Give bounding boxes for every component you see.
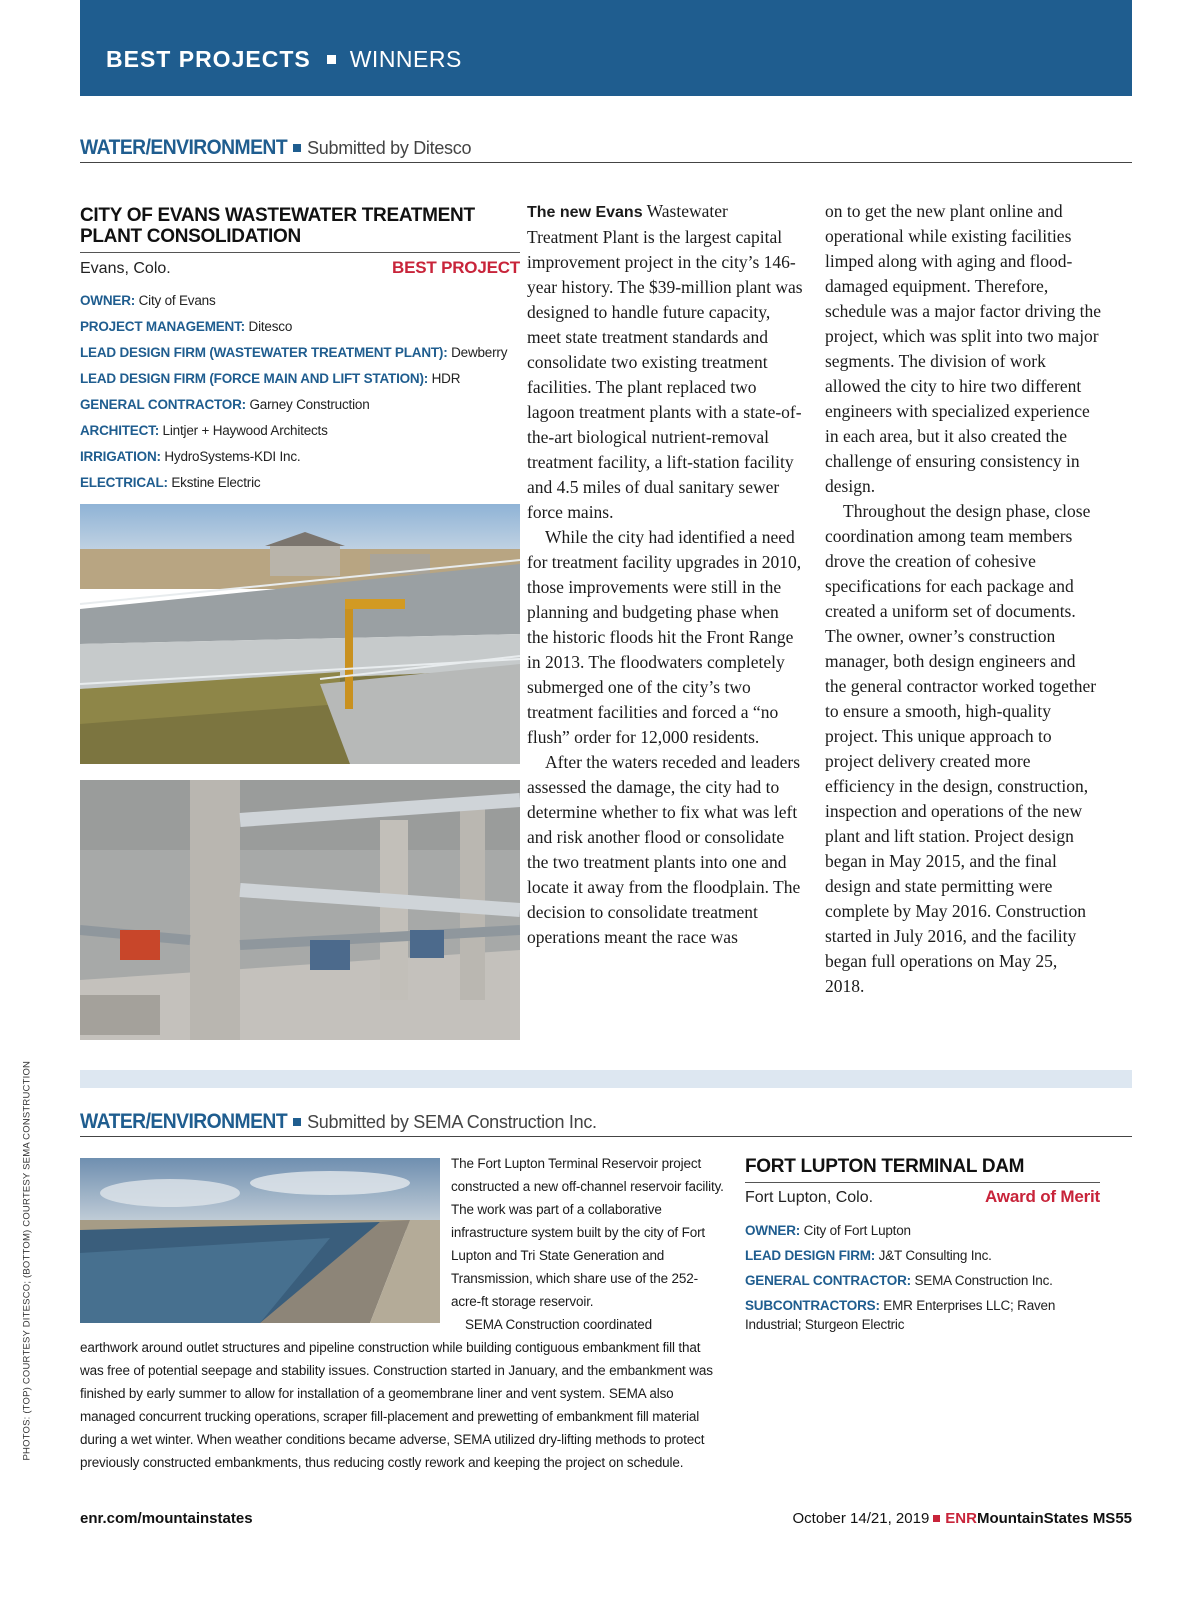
submitted-by: Submitted by SEMA Construction Inc.: [307, 1112, 597, 1132]
reservoir-photo: [80, 1158, 440, 1323]
paragraph: Wastewater Treatment Plant is the largest capital improvement project in the city’s 146-year history. The $39-million plant was designed to handle future capacity, meet state treatment standards and consolidate two existing treatment facilities. The plant replaced two lagoon treatment plants with a state-of-the-art biological nutrient-removal treatment facility, a lift-station facility and 4.5 miles of dual sanitary sewer force mains.: [527, 201, 803, 522]
lead-in: The new Evans: [527, 204, 643, 221]
credit-label: LEAD DESIGN FIRM (WASTEWATER TREATMENT PLANT):: [80, 345, 448, 360]
square-bullet-icon: [293, 1118, 301, 1126]
credit-value: HDR: [428, 371, 461, 386]
award-badge: Award of Merit: [985, 1187, 1100, 1206]
brand-name: MountainStates: [976, 1510, 1089, 1527]
issue-date: October 14/21, 2019: [792, 1510, 930, 1527]
paragraph: Throughout the design phase, close coordination among team members drove the creation of cohesive specifications for each package and created a uniform set of documents. The owner, owner’s construction manager, both design engineers and the general contractor worked together to ensure a smooth, high-quality project. This unique approach to project delivery created more efficiency in the design, construction, inspection and operations of the new plant and lift station. Project design began in May 2015, and the final design and state permitting were complete by May 2016. Construction started in July 2016, and the facility began full operations on May 25, 2018.: [825, 501, 1097, 996]
credit-row: [80, 288, 520, 314]
credit-value: HydroSystems-KDI Inc.: [160, 449, 301, 464]
credit-value: City of Fort Lupton: [800, 1223, 911, 1238]
article-intro: [451, 1152, 725, 1336]
credit-label: ARCHITECT:: [80, 423, 159, 438]
credit-row: [80, 392, 520, 418]
credit-row: [80, 366, 520, 392]
footer-url[interactable]: enr.com/mountainstates: [80, 1510, 253, 1527]
credit-value: J&T Consulting Inc.: [875, 1248, 992, 1263]
credit-value: City of Evans: [135, 293, 216, 308]
credit-value: Ditesco: [244, 319, 293, 334]
category-label: WINNERS: [349, 46, 462, 72]
paragraph: The Fort Lupton Terminal Reservoir project constructed a new off-channel reservoir facility. The work was part of a collaborative infrastructure system built by the city of Fort Lupton and Tri State Generation and Transmission, which share use of the 252-acre-ft storage reservoir.: [451, 1156, 724, 1309]
square-bullet-icon: [293, 144, 301, 152]
category-heading: WATER/ENVIRONMENT: [80, 1110, 288, 1133]
section-label: BEST PROJECTS: [106, 46, 311, 72]
credits-list: [80, 288, 520, 496]
paragraph: While the city had identified a need for treatment facility upgrades in 2010, those improvements were still in the planning and budgeting phase when the historic floods hit the Front Range in 2013. The floodwaters completely submerged one of the city’s two treatment facilities and forced a “no flush” order for 12,000 residents.: [527, 527, 802, 747]
category-heading: WATER/ENVIRONMENT: [80, 136, 288, 159]
paragraph: on to get the new plant online and operational while existing facilities limped along with aging and flood-damaged equipment. Therefore, schedule was a major factor driving the project, which was split into two major segments. The division of work allowed the city to hire two different engineers with specialized experience in each area, but it also created the challenge of ensuring consistency in design.: [825, 201, 1102, 496]
pump-room-photo: [80, 780, 520, 1040]
credit-row: [80, 470, 520, 496]
square-bullet-icon: [933, 1515, 940, 1522]
square-bullet-icon: [327, 55, 336, 64]
credit-label: OWNER:: [80, 293, 136, 308]
credit-value: Garney Construction: [245, 397, 370, 412]
article-column-1: [527, 199, 803, 950]
photo-credit: PHOTOS: (TOP) COURTESY DITESCO; (BOTTOM) COURTESY SEMA CONSTRUCTION: [21, 1060, 33, 1461]
title-rule: [80, 252, 520, 253]
credit-value: Dewberry: [447, 345, 508, 360]
credit-value: EMR Enterprises LLC; Raven Industrial; Sturgeon Electric: [745, 1298, 1056, 1332]
page-number: MS55: [1092, 1510, 1132, 1527]
credit-row: [80, 314, 520, 340]
article-column-2: [825, 199, 1101, 999]
section-header-2: [80, 1110, 1132, 1137]
credit-row: [745, 1296, 1100, 1334]
credit-row: [745, 1268, 1100, 1293]
treatment-basin-photo: [80, 504, 520, 764]
paragraph: After the waters receded and leaders assessed the damage, the city had to determine whether to fix what was left and risk another flood or consolidate the two treatment plants into one and locate it away from the floodplain. The decision to consolidate treatment operations meant the race was: [527, 752, 801, 947]
credit-label: LEAD DESIGN FIRM:: [745, 1248, 876, 1263]
credit-row: [745, 1218, 1100, 1243]
project-location: Fort Lupton, Colo.: [745, 1189, 874, 1206]
credits-list: [745, 1218, 1100, 1334]
award-badge: BEST PROJECT: [392, 258, 520, 277]
credit-label: OWNER:: [745, 1223, 801, 1238]
credit-label: ELECTRICAL:: [80, 475, 168, 490]
section-header-1: [80, 136, 1132, 163]
credit-value: SEMA Construction Inc.: [910, 1273, 1053, 1288]
credit-label: GENERAL CONTRACTOR:: [745, 1273, 911, 1288]
banner-title: [106, 46, 462, 73]
credit-label: SUBCONTRACTORS:: [745, 1298, 880, 1313]
project-location: Evans, Colo.: [80, 260, 171, 277]
credit-row: [80, 340, 520, 366]
credit-row: [80, 418, 520, 444]
credit-row: [80, 444, 520, 470]
credit-label: IRRIGATION:: [80, 449, 161, 464]
project-title: FORT LUPTON TERMINAL DAM: [745, 1156, 1025, 1177]
credit-row: [745, 1243, 1100, 1268]
article-body: earthwork around outlet structures and pipeline construction while building contiguous embankment fill that was free of potential seepage and stability issues. Construction started in January, and the embankment was finished by early summer to allow for installation of a geomembrane liner and vent system. SEMA also managed concurrent trucking operations, scraper fill-placement and prewetting of embankment fill material during a wet winter. When weather conditions became adverse, SEMA utilized dry-lifting methods to protect previously constructed embankments, thus reducing costly rework and keeping the project on schedule.: [80, 1340, 713, 1470]
credit-label: PROJECT MANAGEMENT:: [80, 319, 245, 334]
credit-value: Ekstine Electric: [167, 475, 261, 490]
section-divider: [80, 1070, 1132, 1088]
footer-issue: [793, 1510, 1132, 1527]
project-title: CITY OF EVANS WASTEWATER TREATMENT PLANT CONSOLIDATION: [80, 205, 475, 247]
credit-label: GENERAL CONTRACTOR:: [80, 397, 246, 412]
paragraph: SEMA Construction coordinated: [465, 1317, 653, 1332]
credit-value: Lintjer + Haywood Architects: [159, 423, 328, 438]
brand-enr: ENR: [945, 1510, 977, 1527]
title-rule: [745, 1182, 1100, 1183]
credit-label: LEAD DESIGN FIRM (FORCE MAIN AND LIFT STATION):: [80, 371, 429, 386]
header-banner: [80, 0, 1132, 96]
submitted-by: Submitted by Ditesco: [307, 138, 472, 158]
